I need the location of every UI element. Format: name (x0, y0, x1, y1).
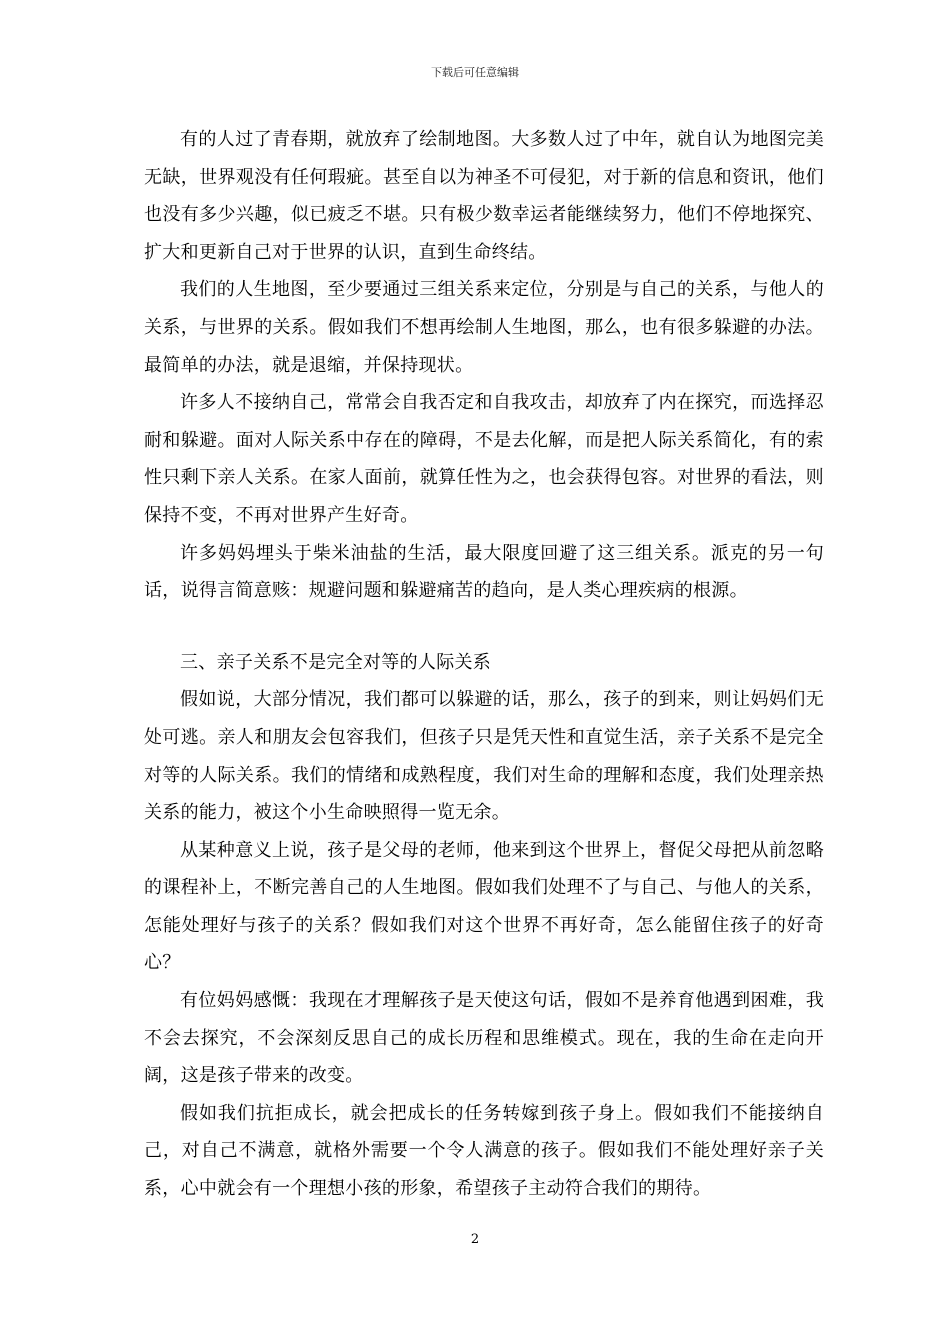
document-body (144, 121, 824, 1208)
paragraph: 许多妈妈埋头于柴米油盐的生活，最大限度回避了这三组关系。派克的另一句话，说得言简意赅：规避问题和躲避痛苦的趋向，是人类心理疾病的根源。 (144, 542, 824, 602)
paragraph: 我们的人生地图，至少要通过三组关系来定位，分别是与自己的关系，与他人的关系，与世界的关系。假如我们不想再绘制人生地图，那么，也有很多躲避的办法。最简单的办法，就是退缩，并保持现状。 (144, 279, 824, 376)
paragraph: 从某种意义上说，孩子是父母的老师，他来到这个世界上，督促父母把从前忽略的课程补上，不断完善自己的人生地图。假如我们处理不了与自己、与他人的关系，怎能处理好与孩子的关系？假如我们对这个世界不再好奇，怎么能留住孩子的好奇心？ (144, 839, 824, 974)
page-header: 下载后可任意编辑 (431, 66, 519, 79)
paragraph: 许多人不接纳自己，常常会自我否定和自我攻击，却放弃了内在探究，而选择忍耐和躲避。面对人际关系中存在的障碍，不是去化解，而是把人际关系简化，有的索性只剩下亲人关系。在家人面前，就算任性为之，也会获得包容。对世界的看法，则保持不变，不再对世界产生好奇。 (144, 392, 824, 526)
paragraph: 有位妈妈感慨：我现在才理解孩子是天使这句话，假如不是养育他遇到困难，我不会去探究，不会深刻反思自己的成长历程和思维模式。现在，我的生命在走向开阔，这是孩子带来的改变。 (144, 990, 824, 1087)
paragraph: 假如我们抗拒成长，就会把成长的任务转嫁到孩子身上。假如我们不能接纳自己，对自己不满意，就格外需要一个令人满意的孩子。假如我们不能处理好亲子关系，心中就会有一个理想小孩的形象，希望孩子主动符合我们的期待。 (144, 1102, 824, 1200)
page-number: 2 (470, 1232, 480, 1247)
paragraph: 有的人过了青春期，就放弃了绘制地图。大多数人过了中年，就自认为地图完美无缺，世界观没有任何瑕疵。甚至自以为神圣不可侵犯，对于新的信息和资讯，他们也没有多少兴趣，似已疲乏不堪。只有极少数幸运者能继续努力，他们不停地探究、扩大和更新自己对于世界的认识，直到生命终结。 (144, 129, 824, 263)
paragraph: 假如说，大部分情况，我们都可以躲避的话，那么，孩子的到来，则让妈妈们无处可逃。亲人和朋友会包容我们，但孩子只是凭天性和直觉生活，亲子关系不是完全对等的人际关系。我们的情绪和成熟程度，我们对生命的理解和态度，我们处理亲热关系的能力，被这个小生命映照得一览无余。 (144, 689, 824, 824)
section-heading: 三、亲子关系不是完全对等的人际关系 (180, 651, 492, 673)
